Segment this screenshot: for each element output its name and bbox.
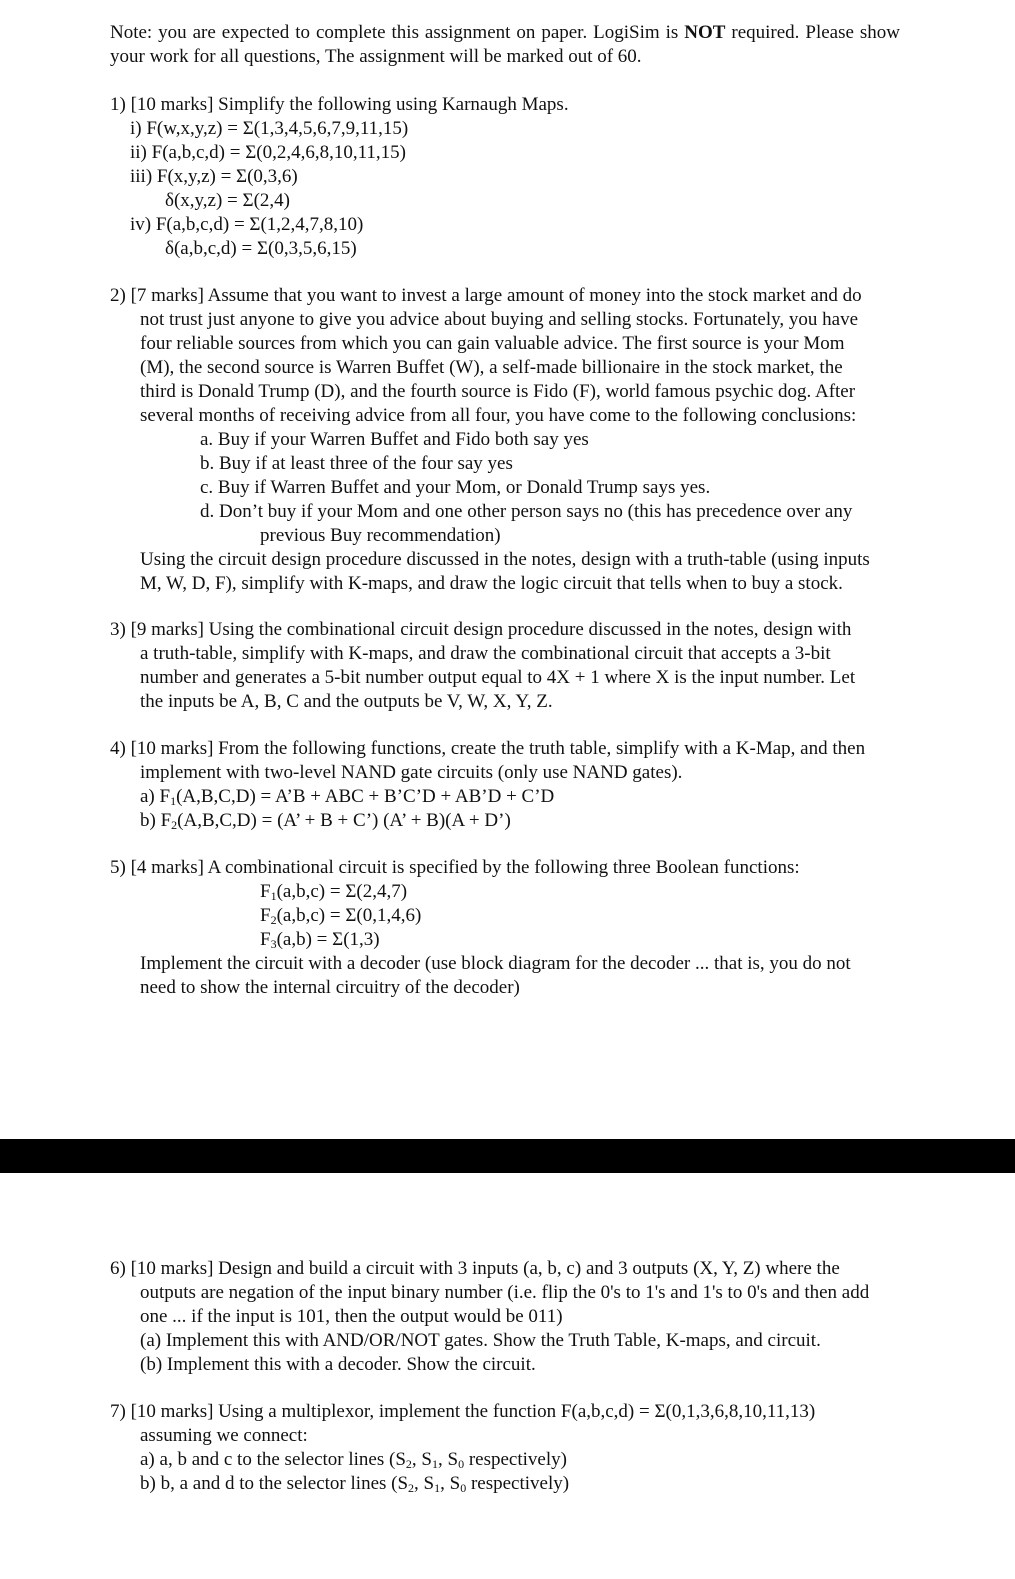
q6-line: one ... if the input is 101, then the output would be 011) [140, 1306, 563, 1327]
q5-function: $F_1(a,b,c) = \Sigma(2,4,7)$ [260, 881, 408, 903]
q2-condition: b. Buy if at least three of the four say yes [200, 453, 513, 474]
q6-line: 6) [10 marks] Design and build a circuit with 3 inputs (a, b, c) and 3 outputs (X, Y, Z) where the [110, 1258, 840, 1279]
q7-part-a: a) a, b and c to the selector lines ($S_2$, $S_1$, $S_0$ respectively) [140, 1449, 567, 1471]
q2-line: third is Donald Trump (D), and the fourth source is Fido (F), world famous psychic dog. After [140, 381, 856, 402]
q3-line: the inputs be A, B, C and the outputs be V, W, X, Y, Z. [140, 691, 553, 712]
q5-line: need to show the internal circuitry of the decoder) [140, 977, 520, 998]
question-3 [110, 618, 900, 714]
q1-header: 1) [10 marks] Simplify the following using Karnaugh Maps. [110, 94, 569, 115]
q2-condition: previous Buy recommendation) [260, 525, 501, 546]
q2-line: not trust just anyone to give you advice about buying and selling stocks. Fortunately, you have [140, 309, 859, 330]
q1-item: ii) F(a,b,c,d) = Σ(0,2,4,6,8,10,11,15) [130, 142, 406, 163]
q6-line: outputs are negation of the input binary number (i.e. flip the 0's to 1's and 1's to 0's and then add [140, 1282, 870, 1303]
note-text: Note: you are expected to complete this assignment on paper. LogiSim is NOT required. Please show your work for all questions, The assignment will be marked out of 60. [110, 22, 900, 67]
q6-line: (a) Implement this with AND/OR/NOT gates. Show the Truth Table, K-maps, and circuit. [140, 1330, 821, 1351]
q1-item: i) F(w,x,y,z) = Σ(1,3,4,5,6,7,9,11,15) [130, 118, 409, 139]
q2-line: M, W, D, F), simplify with K-maps, and draw the logic circuit that tells when to buy a stock. [140, 573, 843, 594]
q3-line: 3) [9 marks] Using the combinational circuit design procedure discussed in the notes, design with [110, 619, 852, 640]
q2-line: several months of receiving advice from all four, you have come to the following conclusions: [140, 405, 857, 426]
q1-item: iv) F(a,b,c,d) = Σ(1,2,4,7,8,10) [130, 214, 364, 235]
q4-part-b: b) $F_2(A,B,C,D) = (A$’ + B + C’) (A’ + B)(A + D’) [140, 810, 511, 832]
q2-condition: a. Buy if your Warren Buffet and Fido both say yes [200, 429, 589, 450]
q3-line: number and generates a 5-bit number output equal to 4X + 1 where X is the input number. Let [140, 667, 856, 688]
q7-line: 7) [10 marks] Using a multiplexor, implement the function F(a,b,c,d) = Σ(0,1,3,6,8,10,11,13) [110, 1401, 816, 1422]
assignment-note [110, 21, 900, 69]
q1-item: δ(x,y,z) = Σ(2,4) [165, 190, 290, 211]
question-7 [110, 1400, 900, 1496]
q1-item: δ(a,b,c,d) = Σ(0,3,5,6,15) [165, 238, 357, 259]
question-4 [110, 737, 900, 833]
q2-line: (M), the second source is Warren Buffet (W), a self-made billionaire in the stock market, the [140, 357, 843, 378]
q6-line: (b) Implement this with a decoder. Show the circuit. [140, 1354, 536, 1375]
question-1 [110, 93, 900, 261]
q2-line: four reliable sources from which you can gain valuable advice. The first source is your Mom [140, 333, 845, 354]
q2-line: 2) [7 marks] Assume that you want to invest a large amount of money into the stock market and do [110, 285, 862, 306]
q5-header: 5) [4 marks] A combinational circuit is specified by the following three Boolean functions: [110, 857, 800, 878]
q2-line: Using the circuit design procedure discussed in the notes, design with a truth-table (using inputs [140, 549, 870, 570]
q5-function: $F_3(a,b) = \Sigma(1,3)$ [260, 929, 380, 951]
q4-line: 4) [10 marks] From the following functions, create the truth table, simplify with a K-Map, and then [110, 738, 866, 759]
q2-condition: c. Buy if Warren Buffet and your Mom, or Donald Trump says yes. [200, 477, 711, 498]
q4-part-a: a) $F_1(A,B,C,D)$ = A’B + ABC + B’C’D + AB’D + C’D [140, 786, 555, 808]
q3-line: a truth-table, simplify with K-maps, and draw the combinational circuit that accepts a 3-bit [140, 643, 831, 664]
q5-line: Implement the circuit with a decoder (use block diagram for the decoder ... that is, you do not [140, 953, 851, 974]
q7-line: assuming we connect: [140, 1425, 308, 1446]
question-2 [110, 284, 900, 596]
page-separator-bar [0, 1139, 1015, 1173]
q2-condition: d. Don’t buy if your Mom and one other person says no (this has precedence over any [200, 501, 853, 522]
q7-part-b: b) b, a and d to the selector lines ($S_2$, $S_1$, $S_0$ respectively) [140, 1473, 570, 1495]
q5-function: $F_2(a,b,c) = \Sigma(0,1,4,6)$ [260, 905, 422, 927]
question-5 [110, 856, 900, 1000]
q4-line: implement with two-level NAND gate circuits (only use NAND gates). [140, 762, 683, 783]
q1-item: iii) F(x,y,z) = Σ(0,3,6) [130, 166, 298, 187]
question-6 [110, 1257, 900, 1377]
